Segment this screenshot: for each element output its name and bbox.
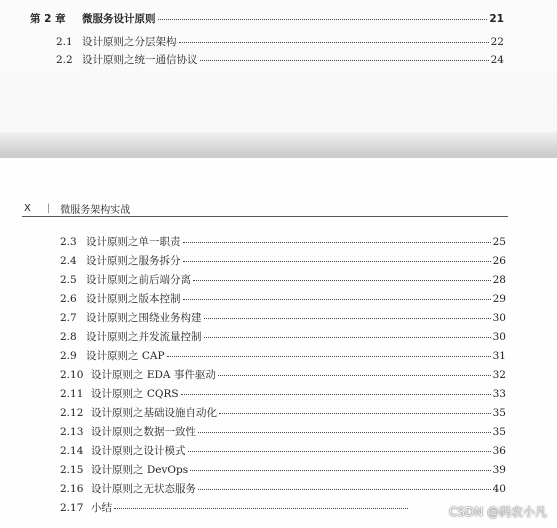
section-number: 2.3 bbox=[60, 236, 77, 248]
page-number: 22 bbox=[490, 36, 504, 48]
toc-row[interactable] bbox=[60, 292, 506, 306]
section-number: 2.6 bbox=[60, 293, 77, 305]
dot-leader bbox=[198, 488, 491, 490]
header-rule bbox=[22, 216, 508, 217]
chapter-number: 第 2 章 bbox=[30, 13, 66, 25]
toc-row[interactable] bbox=[60, 463, 506, 477]
dot-leader bbox=[167, 355, 491, 357]
section-number: 2.10 bbox=[60, 369, 84, 381]
toc-row[interactable] bbox=[60, 254, 506, 268]
toc-chapter-row[interactable] bbox=[30, 12, 504, 26]
section-title: 设计原则之设计模式 bbox=[91, 445, 186, 457]
section-title: 设计原则之服务拆分 bbox=[86, 255, 181, 267]
header-page-label: X bbox=[24, 203, 31, 214]
dot-leader bbox=[158, 18, 488, 20]
chapter-title: 微服务设计原则 bbox=[82, 13, 156, 25]
page-number: 26 bbox=[492, 255, 506, 267]
section-title: 设计原则之分层架构 bbox=[82, 36, 177, 48]
toc-row[interactable] bbox=[60, 273, 506, 287]
page-number: 33 bbox=[492, 388, 506, 400]
section-number: 2.8 bbox=[60, 331, 77, 343]
toc-row[interactable] bbox=[60, 387, 506, 401]
dot-leader bbox=[114, 507, 408, 509]
section-title: 小结 bbox=[91, 502, 112, 514]
dot-leader bbox=[200, 59, 489, 61]
toc-row[interactable] bbox=[60, 368, 506, 382]
section-title: 设计原则之单一职责 bbox=[86, 236, 181, 248]
page-number: 40 bbox=[492, 483, 506, 495]
toc-row[interactable] bbox=[60, 425, 506, 439]
csdn-watermark: CSDN @码农小凡 bbox=[448, 505, 547, 519]
section-number: 2.9 bbox=[60, 350, 77, 362]
section-title: 设计原则之 CQRS bbox=[91, 388, 179, 400]
section-title: 设计原则之前后端分离 bbox=[86, 274, 191, 286]
section-title: 设计原则之无状态服务 bbox=[91, 483, 196, 495]
toc-row[interactable] bbox=[56, 53, 504, 67]
section-number: 2.7 bbox=[60, 312, 77, 324]
section-number: 2.15 bbox=[60, 464, 84, 476]
header-separator: | bbox=[46, 203, 51, 214]
dot-leader bbox=[204, 336, 491, 338]
section-number: 2.17 bbox=[60, 502, 84, 514]
page-number: 32 bbox=[492, 369, 506, 381]
section-title: 设计原则之 EDA 事件驱动 bbox=[91, 369, 216, 381]
dot-leader bbox=[179, 41, 489, 43]
dot-leader bbox=[219, 412, 491, 414]
page-number: 29 bbox=[492, 293, 506, 305]
dot-leader bbox=[190, 469, 491, 471]
dot-leader bbox=[181, 393, 491, 395]
page-number: 39 bbox=[492, 464, 506, 476]
page-number: 25 bbox=[492, 236, 506, 248]
section-title: 设计原则之并发流量控制 bbox=[86, 331, 202, 343]
toc-row[interactable] bbox=[60, 349, 506, 363]
dot-leader bbox=[183, 260, 491, 262]
header-book-title: 微服务架构实战 bbox=[60, 205, 131, 216]
toc-row[interactable] bbox=[60, 311, 506, 325]
section-number: 2.2 bbox=[56, 54, 73, 66]
section-title: 设计原则之围绕业务构建 bbox=[86, 312, 202, 324]
section-title: 设计原则之基础设施自动化 bbox=[91, 407, 217, 419]
dot-leader bbox=[188, 450, 491, 452]
section-number: 2.4 bbox=[60, 255, 77, 267]
section-number: 2.14 bbox=[60, 445, 84, 457]
page-number: 30 bbox=[492, 331, 506, 343]
page-number: 31 bbox=[492, 350, 506, 362]
section-number: 2.16 bbox=[60, 483, 84, 495]
page-number: 21 bbox=[489, 13, 504, 25]
section-title: 设计原则之 DevOps bbox=[91, 464, 189, 476]
toc-row[interactable] bbox=[60, 406, 506, 420]
toc-row[interactable] bbox=[60, 235, 506, 249]
dot-leader bbox=[193, 279, 491, 281]
section-number: 2.1 bbox=[56, 36, 73, 48]
section-number: 2.12 bbox=[60, 407, 84, 419]
section-number: 2.13 bbox=[60, 426, 84, 438]
toc-row[interactable] bbox=[60, 444, 506, 458]
toc-row[interactable] bbox=[60, 501, 410, 515]
dot-leader bbox=[183, 298, 491, 300]
dot-leader bbox=[198, 431, 491, 433]
page-number: 24 bbox=[490, 54, 504, 66]
toc-row[interactable] bbox=[60, 482, 506, 496]
section-title: 设计原则之统一通信协议 bbox=[82, 54, 198, 66]
running-header bbox=[24, 201, 130, 216]
section-number: 2.11 bbox=[60, 388, 84, 400]
toc-row[interactable] bbox=[60, 330, 506, 344]
page-number: 35 bbox=[492, 407, 506, 419]
page-number: 28 bbox=[492, 274, 506, 286]
section-title: 设计原则之数据一致性 bbox=[91, 426, 196, 438]
dot-leader bbox=[218, 374, 491, 376]
page-number: 36 bbox=[492, 445, 506, 457]
section-title: 设计原则之版本控制 bbox=[86, 293, 181, 305]
dot-leader bbox=[204, 317, 491, 319]
page-number: 30 bbox=[492, 312, 506, 324]
dot-leader bbox=[183, 241, 491, 243]
toc-page-bottom bbox=[0, 158, 557, 528]
page-gap bbox=[0, 132, 557, 158]
toc-page-top bbox=[0, 0, 557, 132]
toc-row[interactable] bbox=[56, 35, 504, 49]
section-title: 设计原则之 CAP bbox=[86, 350, 165, 362]
page-number: 35 bbox=[492, 426, 506, 438]
section-number: 2.5 bbox=[60, 274, 77, 286]
